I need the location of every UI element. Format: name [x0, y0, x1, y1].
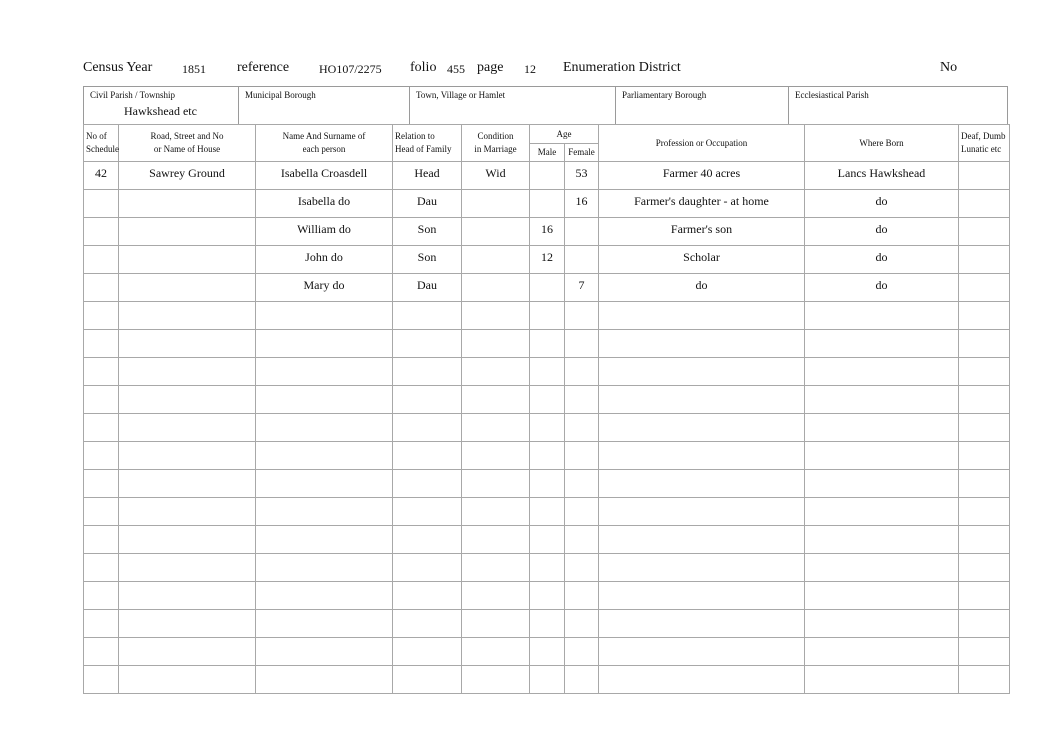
condition-cell — [462, 554, 530, 582]
table-row — [84, 218, 1010, 246]
schedule-cell — [84, 582, 119, 610]
table-row — [84, 442, 1010, 470]
deaf-dumb-cell — [959, 246, 1010, 274]
relation-cell: Son — [393, 218, 462, 246]
profession-cell — [599, 498, 805, 526]
condition-cell — [462, 414, 530, 442]
female-age-cell — [565, 218, 599, 246]
where-born-cell — [805, 358, 959, 386]
female-age-cell — [565, 330, 599, 358]
relation-cell — [393, 582, 462, 610]
parliamentary-borough-label: Parliamentary Borough — [622, 90, 707, 100]
condition-cell — [462, 274, 530, 302]
profession-cell — [599, 414, 805, 442]
condition-cell — [462, 638, 530, 666]
col-road: Road, Street and No or Name of House — [119, 125, 256, 162]
road-cell — [119, 582, 256, 610]
condition-cell — [462, 610, 530, 638]
road-cell — [119, 386, 256, 414]
col-relation: Relation to Head of Family — [393, 125, 462, 162]
civil-parish-value: Hawkshead etc — [124, 104, 197, 118]
male-age-cell — [530, 526, 565, 554]
folio-value: 455 — [447, 62, 465, 76]
female-age-cell — [565, 358, 599, 386]
female-age-cell — [565, 526, 599, 554]
profession-cell — [599, 526, 805, 554]
deaf-dumb-cell — [959, 638, 1010, 666]
table-row — [84, 386, 1010, 414]
male-age-cell: 12 — [530, 246, 565, 274]
schedule-cell — [84, 638, 119, 666]
where-born-cell: do — [805, 190, 959, 218]
male-age-cell — [530, 610, 565, 638]
where-born-cell — [805, 498, 959, 526]
female-age-cell: 53 — [565, 162, 599, 190]
condition-cell — [462, 358, 530, 386]
col-age-male: Male — [530, 144, 565, 162]
town-village-label: Town, Village or Hamlet — [416, 90, 506, 100]
female-age-cell: 7 — [565, 274, 599, 302]
col-deaf-dumb: Deaf, Dumb Lunatic etc — [959, 125, 1010, 162]
deaf-dumb-cell — [959, 274, 1010, 302]
table-row — [84, 302, 1010, 330]
name-cell: William do — [256, 218, 393, 246]
relation-cell — [393, 554, 462, 582]
name-cell — [256, 638, 393, 666]
profession-cell — [599, 358, 805, 386]
name-cell — [256, 554, 393, 582]
road-cell — [119, 274, 256, 302]
deaf-dumb-cell — [959, 414, 1010, 442]
male-age-cell — [530, 554, 565, 582]
table-row — [84, 470, 1010, 498]
name-cell: Isabella Croasdell — [256, 162, 393, 190]
deaf-dumb-cell — [959, 330, 1010, 358]
reference-value: HO107/2275 — [319, 62, 382, 76]
female-age-cell — [565, 498, 599, 526]
condition-cell — [462, 442, 530, 470]
road-cell: Sawrey Ground — [119, 162, 256, 190]
location-header — [83, 86, 1008, 124]
where-born-cell — [805, 526, 959, 554]
deaf-dumb-cell — [959, 470, 1010, 498]
female-age-cell — [565, 302, 599, 330]
female-age-cell — [565, 666, 599, 694]
name-cell — [256, 666, 393, 694]
road-cell — [119, 302, 256, 330]
relation-cell — [393, 442, 462, 470]
name-cell — [256, 330, 393, 358]
profession-cell — [599, 638, 805, 666]
col-where-born: Where Born — [805, 125, 959, 162]
civil-parish-label: Civil Parish / Township — [90, 90, 175, 100]
condition-cell — [462, 498, 530, 526]
profession-cell: do — [599, 274, 805, 302]
female-age-cell — [565, 610, 599, 638]
male-age-cell — [530, 162, 565, 190]
profession-cell — [599, 554, 805, 582]
table-row — [84, 526, 1010, 554]
schedule-cell — [84, 470, 119, 498]
profession-cell: Scholar — [599, 246, 805, 274]
road-cell — [119, 358, 256, 386]
female-age-cell — [565, 470, 599, 498]
deaf-dumb-cell — [959, 162, 1010, 190]
schedule-cell — [84, 190, 119, 218]
ecclesiastical-parish-label: Ecclesiastical Parish — [795, 90, 869, 100]
name-cell: Isabella do — [256, 190, 393, 218]
district-no-label: No — [940, 60, 958, 75]
where-born-cell — [805, 554, 959, 582]
male-age-cell — [530, 386, 565, 414]
relation-cell — [393, 638, 462, 666]
condition-cell — [462, 302, 530, 330]
reference-label: reference — [237, 60, 290, 75]
road-cell — [119, 330, 256, 358]
schedule-cell — [84, 330, 119, 358]
relation-cell: Dau — [393, 274, 462, 302]
col-name: Name And Surname of each person — [256, 125, 393, 162]
name-cell: John do — [256, 246, 393, 274]
census-table — [83, 124, 1010, 694]
male-age-cell — [530, 442, 565, 470]
road-cell — [119, 610, 256, 638]
deaf-dumb-cell — [959, 610, 1010, 638]
profession-cell — [599, 610, 805, 638]
where-born-cell: do — [805, 274, 959, 302]
municipal-borough-box — [238, 87, 409, 125]
schedule-cell — [84, 246, 119, 274]
relation-cell — [393, 610, 462, 638]
male-age-cell — [530, 582, 565, 610]
municipal-borough-label: Municipal Borough — [245, 90, 316, 100]
name-cell — [256, 386, 393, 414]
deaf-dumb-cell — [959, 218, 1010, 246]
col-schedule: No of Schedule — [84, 125, 119, 162]
deaf-dumb-cell — [959, 582, 1010, 610]
condition-cell — [462, 218, 530, 246]
relation-cell: Head — [393, 162, 462, 190]
table-row — [84, 190, 1010, 218]
male-age-cell — [530, 498, 565, 526]
profession-cell — [599, 582, 805, 610]
where-born-cell — [805, 666, 959, 694]
where-born-cell — [805, 638, 959, 666]
schedule-cell — [84, 554, 119, 582]
schedule-cell — [84, 610, 119, 638]
female-age-cell — [565, 246, 599, 274]
condition-cell — [462, 386, 530, 414]
where-born-cell — [805, 414, 959, 442]
condition-cell — [462, 470, 530, 498]
schedule-cell — [84, 526, 119, 554]
deaf-dumb-cell — [959, 302, 1010, 330]
relation-cell — [393, 414, 462, 442]
relation-cell: Dau — [393, 190, 462, 218]
table-row — [84, 498, 1010, 526]
page-value: 12 — [524, 62, 536, 76]
male-age-cell — [530, 638, 565, 666]
deaf-dumb-cell — [959, 554, 1010, 582]
where-born-cell — [805, 330, 959, 358]
where-born-cell — [805, 386, 959, 414]
male-age-cell — [530, 358, 565, 386]
relation-cell — [393, 666, 462, 694]
profession-cell — [599, 330, 805, 358]
census-body — [84, 162, 1010, 694]
name-cell — [256, 610, 393, 638]
profession-cell — [599, 386, 805, 414]
census-year-label: Census Year — [83, 60, 153, 75]
schedule-cell — [84, 666, 119, 694]
road-cell — [119, 470, 256, 498]
relation-cell — [393, 526, 462, 554]
female-age-cell — [565, 386, 599, 414]
enumeration-district-label: Enumeration District — [563, 60, 681, 75]
female-age-cell — [565, 442, 599, 470]
deaf-dumb-cell — [959, 498, 1010, 526]
male-age-cell — [530, 274, 565, 302]
male-age-cell — [530, 470, 565, 498]
relation-cell — [393, 358, 462, 386]
where-born-cell: do — [805, 218, 959, 246]
profession-cell: Farmer's son — [599, 218, 805, 246]
condition-cell: Wid — [462, 162, 530, 190]
male-age-cell: 16 — [530, 218, 565, 246]
male-age-cell — [530, 666, 565, 694]
road-cell — [119, 218, 256, 246]
condition-cell — [462, 330, 530, 358]
profession-cell — [599, 470, 805, 498]
where-born-cell: Lancs Hawkshead — [805, 162, 959, 190]
where-born-cell — [805, 470, 959, 498]
table-row — [84, 246, 1010, 274]
col-age-female: Female — [565, 144, 599, 162]
road-cell — [119, 442, 256, 470]
deaf-dumb-cell — [959, 526, 1010, 554]
relation-cell — [393, 498, 462, 526]
relation-cell: Son — [393, 246, 462, 274]
female-age-cell — [565, 554, 599, 582]
profession-cell — [599, 442, 805, 470]
relation-cell — [393, 302, 462, 330]
name-cell — [256, 302, 393, 330]
col-condition: Condition in Marriage — [462, 125, 530, 162]
table-row — [84, 638, 1010, 666]
condition-cell — [462, 190, 530, 218]
name-cell — [256, 358, 393, 386]
civil-parish-box — [84, 87, 238, 125]
name-cell — [256, 470, 393, 498]
condition-cell — [462, 246, 530, 274]
name-cell — [256, 442, 393, 470]
relation-cell — [393, 470, 462, 498]
where-born-cell — [805, 442, 959, 470]
condition-cell — [462, 526, 530, 554]
road-cell — [119, 246, 256, 274]
road-cell — [119, 526, 256, 554]
name-cell — [256, 498, 393, 526]
table-row — [84, 582, 1010, 610]
female-age-cell — [565, 582, 599, 610]
deaf-dumb-cell — [959, 386, 1010, 414]
schedule-cell — [84, 386, 119, 414]
table-row — [84, 414, 1010, 442]
relation-cell — [393, 386, 462, 414]
where-born-cell — [805, 302, 959, 330]
schedule-cell — [84, 274, 119, 302]
male-age-cell — [530, 330, 565, 358]
folio-label: folio — [410, 60, 437, 75]
where-born-cell — [805, 610, 959, 638]
male-age-cell — [530, 414, 565, 442]
page-label: page — [477, 60, 504, 75]
female-age-cell — [565, 414, 599, 442]
female-age-cell: 16 — [565, 190, 599, 218]
deaf-dumb-cell — [959, 358, 1010, 386]
name-cell — [256, 526, 393, 554]
profession-cell — [599, 666, 805, 694]
census-year-value: 1851 — [182, 62, 206, 76]
schedule-cell — [84, 442, 119, 470]
where-born-cell — [805, 582, 959, 610]
schedule-cell — [84, 358, 119, 386]
town-village-box — [409, 87, 615, 125]
road-cell — [119, 554, 256, 582]
male-age-cell — [530, 302, 565, 330]
schedule-cell — [84, 218, 119, 246]
parliamentary-borough-box — [615, 87, 788, 125]
road-cell — [119, 638, 256, 666]
deaf-dumb-cell — [959, 190, 1010, 218]
name-cell — [256, 414, 393, 442]
ecclesiastical-parish-box — [788, 87, 1009, 125]
condition-cell — [462, 582, 530, 610]
condition-cell — [462, 666, 530, 694]
name-cell: Mary do — [256, 274, 393, 302]
profession-cell: Farmer's daughter - at home — [599, 190, 805, 218]
profession-cell: Farmer 40 acres — [599, 162, 805, 190]
deaf-dumb-cell — [959, 666, 1010, 694]
table-row — [84, 162, 1010, 190]
table-row — [84, 610, 1010, 638]
col-age: Age — [530, 125, 599, 144]
road-cell — [119, 414, 256, 442]
schedule-cell — [84, 414, 119, 442]
schedule-cell — [84, 498, 119, 526]
deaf-dumb-cell — [959, 442, 1010, 470]
table-row — [84, 666, 1010, 694]
road-cell — [119, 666, 256, 694]
table-row — [84, 358, 1010, 386]
female-age-cell — [565, 638, 599, 666]
schedule-cell: 42 — [84, 162, 119, 190]
col-profession: Profession or Occupation — [599, 125, 805, 162]
where-born-cell: do — [805, 246, 959, 274]
table-row — [84, 330, 1010, 358]
table-row — [84, 274, 1010, 302]
table-row — [84, 554, 1010, 582]
road-cell — [119, 190, 256, 218]
relation-cell — [393, 330, 462, 358]
male-age-cell — [530, 190, 565, 218]
name-cell — [256, 582, 393, 610]
road-cell — [119, 498, 256, 526]
schedule-cell — [84, 302, 119, 330]
profession-cell — [599, 302, 805, 330]
